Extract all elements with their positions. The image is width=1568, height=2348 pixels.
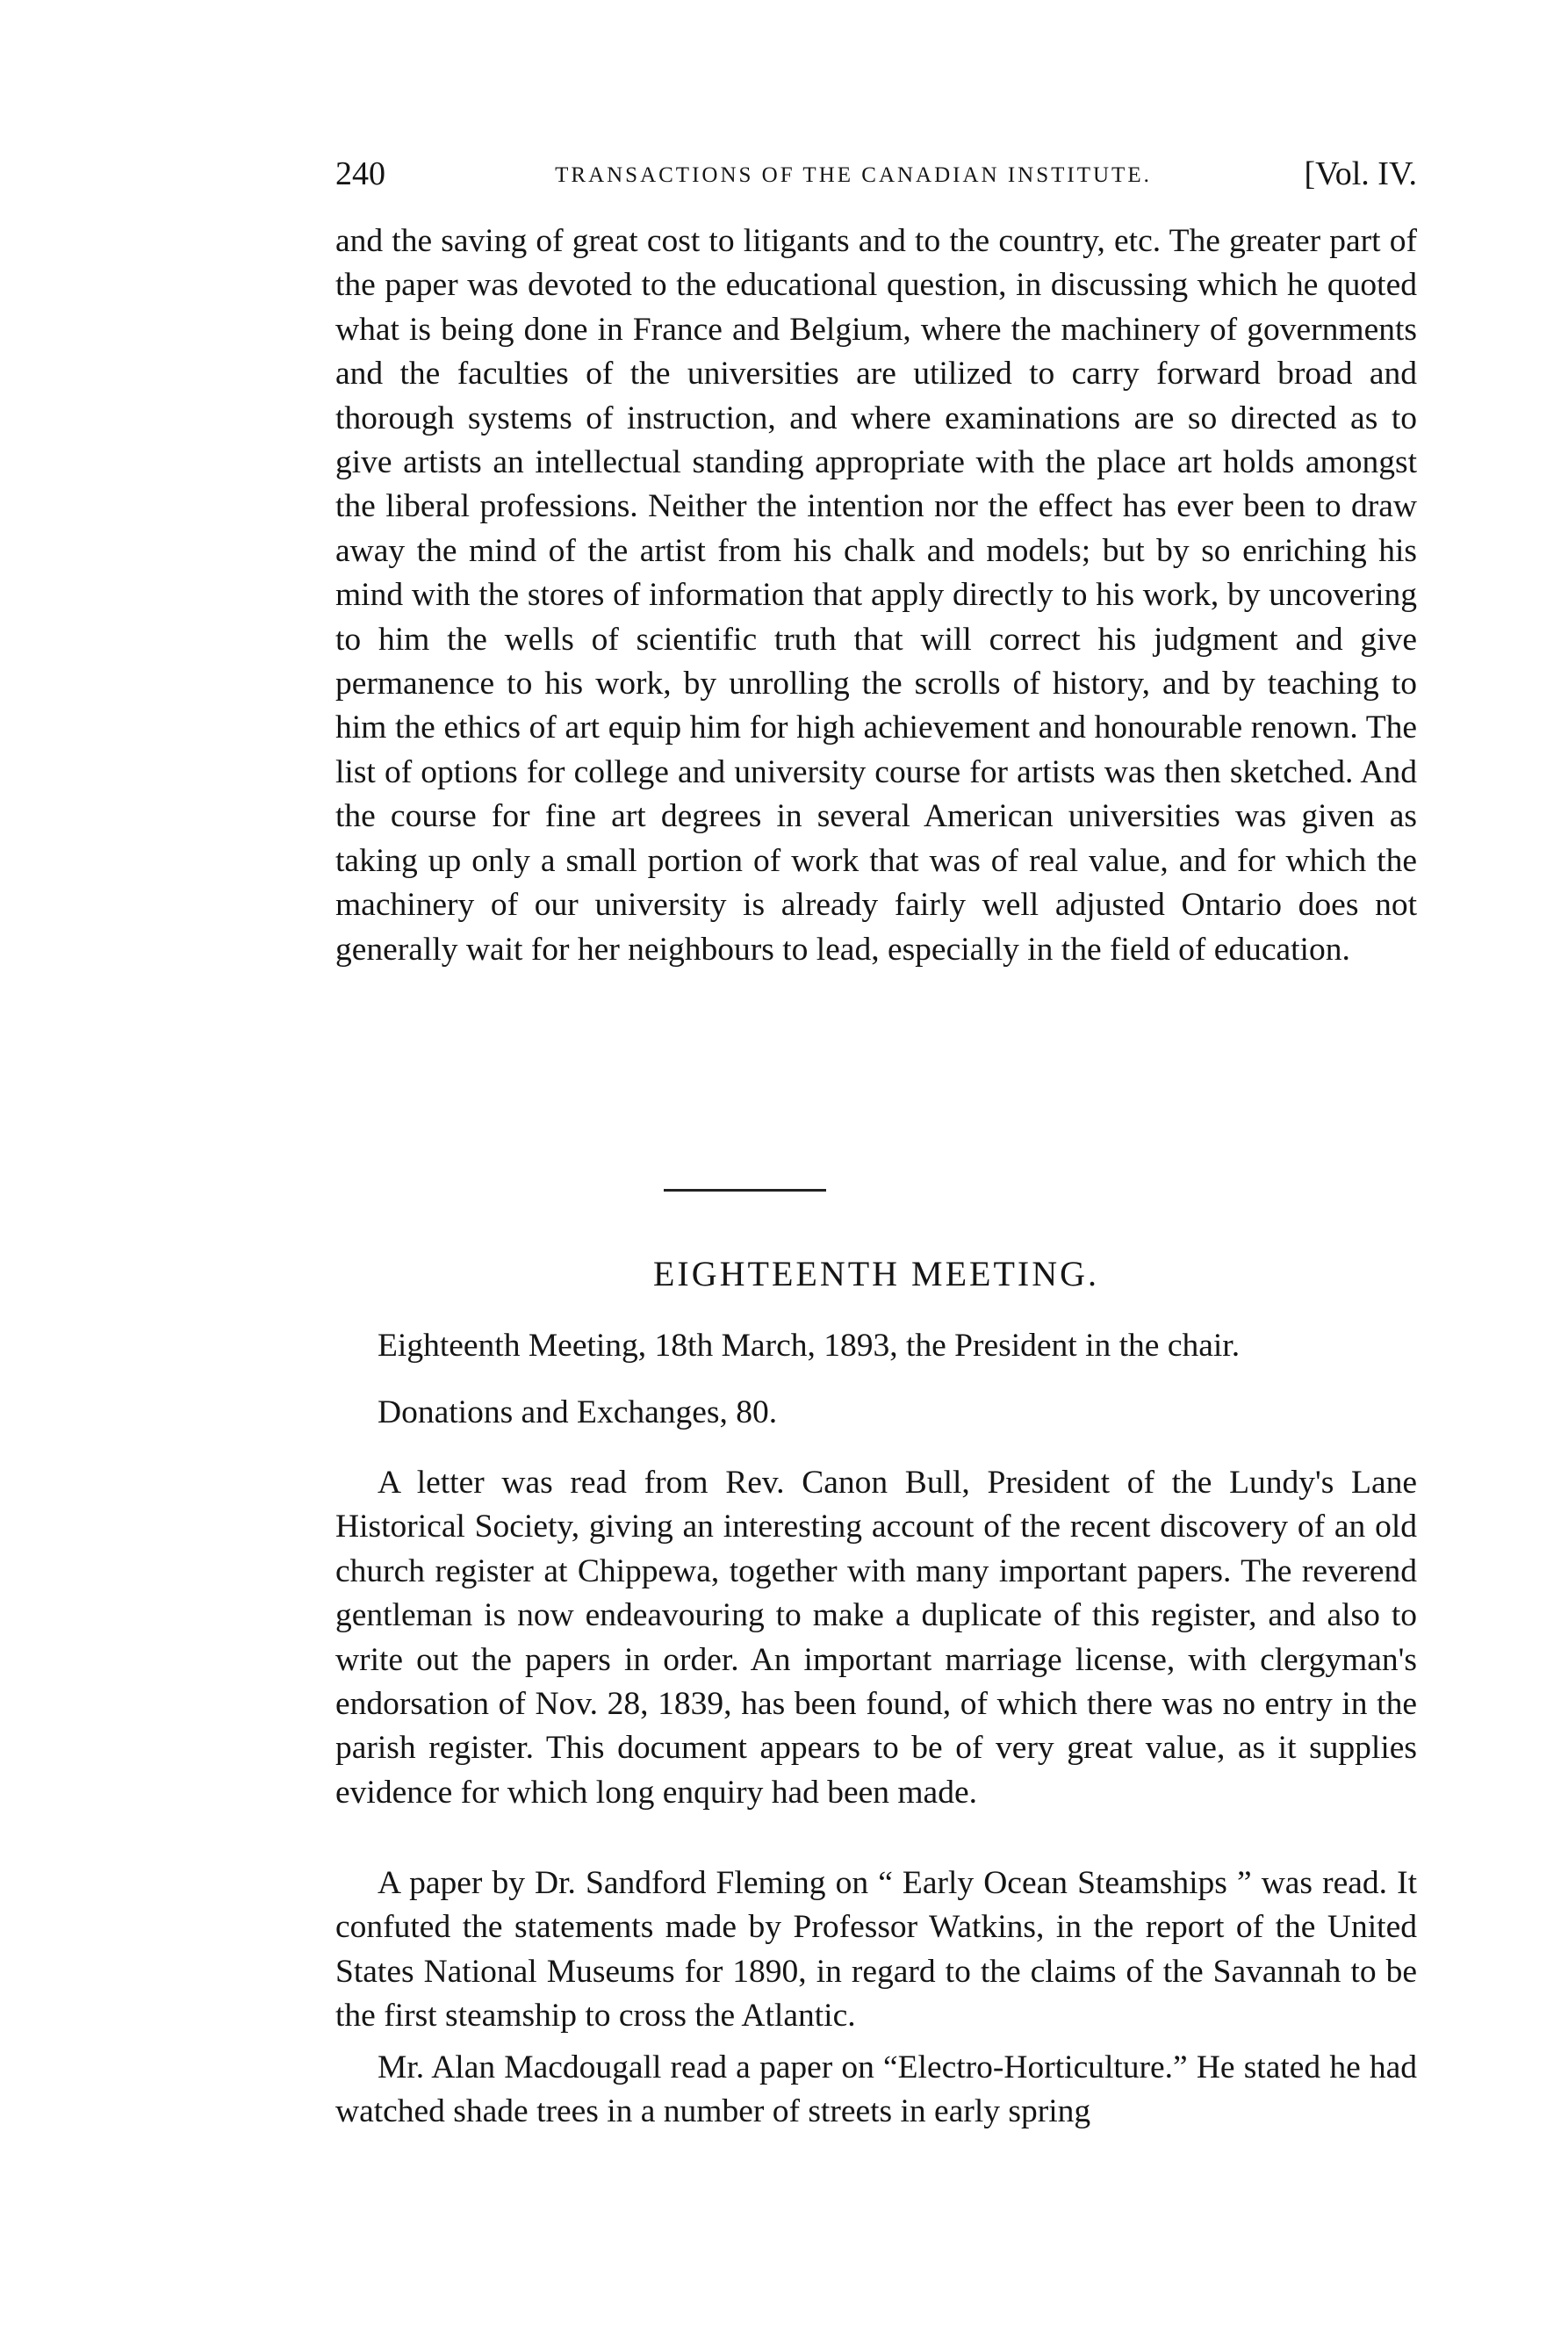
fleming-paragraph: A paper by Dr. Sandford Fleming on “ Early Ocean Steamships ” was read. It confuted the statements made by Professor Watkins, in the report of the United States National Museums for 1890, in regard to the claims of the Savannah to be the first steamship to cross the Atlantic. — [335, 1865, 1417, 2035]
macdougall-paragraph-block — [335, 2046, 1417, 2135]
continued-paragraph: and the saving of great cost to litigants and to the country, etc. The greater part of the paper was devoted to the educational question, in discussing which he quoted what is being done in France and Belgium, where the machinery of governments and the faculties of the universities are utilized to carry forward broad and thorough systems of instruction, and where examinations are so directed as to give artists an intellectual standing appropriate with the place art holds amongst the liberal professions. Neither the intention nor the effect has ever been to draw away the mind of the artist from his chalk and models; but by so enriching his mind with the stores of information that apply directly to his work, by uncovering to him the wells of scientific truth that will correct his judgment and give permanence to his work, by unrolling the scrolls of history, and by teaching to him the ethics of art equip him for high achievement and honourable renown. The list of options for college and university course for artists was then sketched. And the course for fine art degrees in several American universities was given as taking up only a small portion of work that was of real value, and for which the machinery of our university is already fairly well adjusted Ontario does not generally wait for her neighbours to lead, especially in the field of education. — [335, 223, 1417, 968]
section-divider — [664, 1189, 826, 1192]
donations-block — [335, 1391, 1417, 1435]
meeting-date-block — [335, 1324, 1417, 1368]
journal-title: TRANSACTIONS OF THE CANADIAN INSTITUTE. — [555, 163, 1152, 187]
page-number: 240 — [335, 155, 385, 192]
letter-paragraph-block — [335, 1461, 1417, 1815]
letter-paragraph: A letter was read from Rev. Canon Bull, President of the Lundy's Lane Historical Society, giving an interesting account of the recent discovery of an old church register at Chippewa, together with many important papers. The reverend gentleman is now endeavouring to make a duplicate of this register, and also to write out the papers in order. An important marriage license, with clergyman's endorsation of Nov. 28, 1839, has been found, of which there was no entry in the parish register. This document appears to be of very great value, as it supplies evidence for which long enquiry had been made. — [335, 1465, 1417, 1811]
meeting-heading: EIGHTEENTH MEETING. — [653, 1254, 1099, 1293]
volume-label: [Vol. IV. — [1304, 155, 1417, 192]
meeting-date-line: Eighteenth Meeting, 18th March, 1893, the President in the chair. — [378, 1328, 1241, 1364]
continued-paragraph-block — [335, 220, 1417, 972]
running-head — [335, 155, 1417, 204]
donations-line: Donations and Exchanges, 80. — [378, 1394, 778, 1430]
macdougall-paragraph: Mr. Alan Macdougall read a paper on “Electro-Horticulture.” He stated he had watched shade trees in a number of streets in early spring — [335, 2049, 1417, 2130]
fleming-paragraph-block — [335, 1862, 1417, 2039]
